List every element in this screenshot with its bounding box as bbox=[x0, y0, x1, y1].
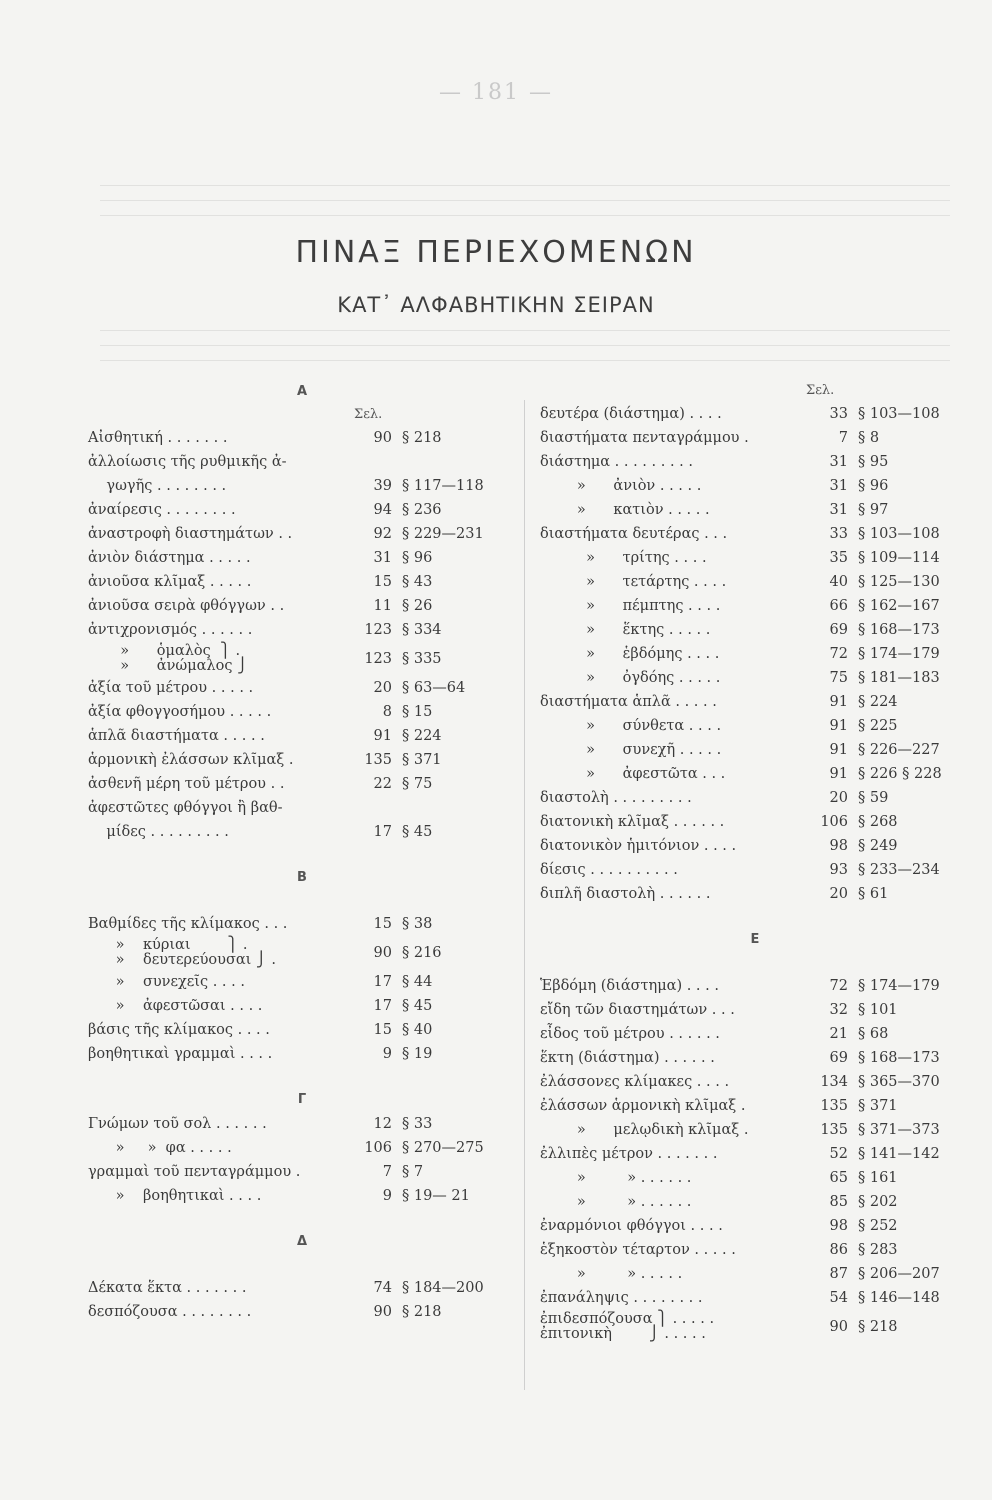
entry-paragraph-ref: § 45 bbox=[402, 824, 433, 840]
entry-label: » » . . . . . . bbox=[540, 1170, 692, 1186]
entry-label: ἕκτη (διάστημα) . . . . . . bbox=[540, 1050, 715, 1066]
entry-paragraph-ref: § 335 bbox=[402, 651, 442, 667]
section-letter: Γ bbox=[297, 1092, 307, 1107]
entry-paragraph-ref: § 109—114 bbox=[858, 550, 940, 566]
entry-label: ἀξία φθογγοσήμου . . . . . bbox=[88, 704, 272, 720]
entry-paragraph-ref: § 233—234 bbox=[858, 862, 940, 878]
index-entry bbox=[540, 666, 970, 690]
column-divider bbox=[524, 400, 525, 1390]
entry-paragraph-ref: § 26 bbox=[402, 598, 433, 614]
entry-label: » » . . . . . bbox=[540, 1266, 683, 1282]
entry-label: ἐλάσσονες κλίμακες . . . . bbox=[540, 1074, 730, 1090]
entry-page-number: 91 bbox=[829, 766, 848, 782]
index-entry bbox=[540, 1214, 970, 1238]
entry-page-number: 40 bbox=[829, 574, 848, 590]
spacer bbox=[88, 890, 516, 912]
index-entry bbox=[88, 1136, 516, 1160]
entry-label: » ἀφεστῶσαι . . . . bbox=[88, 998, 263, 1014]
entry-paragraph-ref: § 44 bbox=[402, 974, 433, 990]
entry-label: Αἰσθητική . . . . . . . bbox=[88, 430, 228, 446]
spacer bbox=[540, 952, 970, 974]
entry-page-number: 35 bbox=[829, 550, 848, 566]
entry-page-number: 93 bbox=[829, 862, 848, 878]
entry-page-number: 9 bbox=[382, 1046, 392, 1062]
entry-label: διαστήματα ἁπλᾶ . . . . . bbox=[540, 694, 717, 710]
entry-label: διατονικὸν ἡμιτόνιον . . . . bbox=[540, 838, 737, 854]
index-entry bbox=[540, 402, 970, 426]
index-entry bbox=[88, 594, 516, 618]
entry-paragraph-ref: § 218 bbox=[402, 1304, 442, 1320]
entry-page-number: 91 bbox=[829, 718, 848, 734]
entry-label: διατονικὴ κλῖμαξ . . . . . . bbox=[540, 814, 725, 830]
index-entry bbox=[540, 1238, 970, 1262]
entry-label: διαστήματα πενταγράμμου . bbox=[540, 430, 749, 446]
entry-page-number: 91 bbox=[373, 728, 392, 744]
entry-page-number: 22 bbox=[373, 776, 392, 792]
entry-label: ἁρμονικὴ ἐλάσσων κλῖμαξ . bbox=[88, 752, 294, 768]
entry-label: ἑξηκοστὸν τέταρτον . . . . . bbox=[540, 1242, 736, 1258]
entry-paragraph-ref: § 334 bbox=[402, 622, 442, 638]
entry-page-number: 98 bbox=[829, 838, 848, 854]
entry-paragraph-ref: § 63—64 bbox=[402, 680, 466, 696]
entry-page-number: 90 bbox=[373, 430, 392, 446]
index-entry bbox=[88, 642, 516, 676]
page-number: — 181 — bbox=[439, 80, 553, 105]
spacer bbox=[88, 844, 516, 866]
entry-label: » ὁμαλὸς ⎫ . bbox=[88, 643, 241, 659]
entry-page-number: 15 bbox=[373, 916, 392, 932]
entry-label: » ὀγδόης . . . . . bbox=[540, 670, 721, 686]
index-entry bbox=[540, 570, 970, 594]
index-entry bbox=[540, 714, 970, 738]
entry-paragraph-ref: § 61 bbox=[858, 886, 889, 902]
entry-paragraph-ref: § 141—142 bbox=[858, 1146, 940, 1162]
index-entry bbox=[540, 1166, 970, 1190]
entry-page-number: 12 bbox=[373, 1116, 392, 1132]
index-column-left bbox=[88, 380, 516, 1324]
entry-paragraph-ref: § 181—183 bbox=[858, 670, 940, 686]
index-entry bbox=[540, 450, 970, 474]
entry-page-number: 85 bbox=[829, 1194, 848, 1210]
entry-page-number: 33 bbox=[829, 526, 848, 542]
entry-label: Δέκατα ἕκτα . . . . . . . bbox=[88, 1280, 247, 1296]
entry-page-number: 135 bbox=[820, 1122, 848, 1138]
entry-label: ἀνιοῦσα κλῖμαξ . . . . . bbox=[88, 574, 252, 590]
index-entry bbox=[88, 912, 516, 936]
index-entry bbox=[540, 786, 970, 810]
entry-paragraph-ref: § 161 bbox=[858, 1170, 898, 1186]
index-entry bbox=[540, 1142, 970, 1166]
entry-label: » » . . . . . . bbox=[540, 1194, 692, 1210]
entry-label: βοηθητικαὶ γραμμαὶ . . . . bbox=[88, 1046, 273, 1062]
entry-label: γωγῆς . . . . . . . . bbox=[88, 478, 227, 494]
index-entry bbox=[540, 546, 970, 570]
entry-page-number: 123 bbox=[364, 651, 392, 667]
index-entry bbox=[540, 426, 970, 450]
index-entry bbox=[540, 1022, 970, 1046]
index-entry bbox=[540, 738, 970, 762]
entry-paragraph-ref: § 218 bbox=[402, 430, 442, 446]
entry-label: ἀσθενῆ μέρη τοῦ μέτρου . . bbox=[88, 776, 285, 792]
index-entry bbox=[540, 882, 970, 906]
entry-label: βάσις τῆς κλίμακος . . . . bbox=[88, 1022, 270, 1038]
entry-paragraph-ref: § 365—370 bbox=[858, 1074, 940, 1090]
entry-paragraph-ref: § 174—179 bbox=[858, 646, 940, 662]
entry-label: ἀξία τοῦ μέτρου . . . . . bbox=[88, 680, 254, 696]
entry-page-number: 7 bbox=[838, 430, 848, 446]
entry-paragraph-ref: § 68 bbox=[858, 1026, 889, 1042]
entry-paragraph-ref: § 206—207 bbox=[858, 1266, 940, 1282]
entry-label-second: » ἀνώμαλος ⎭ bbox=[88, 658, 248, 674]
index-entry bbox=[88, 724, 516, 748]
entry-label: » τετάρτης . . . . bbox=[540, 574, 727, 590]
entry-paragraph-ref: § 96 bbox=[402, 550, 433, 566]
entry-page-number: 92 bbox=[373, 526, 392, 542]
index-entry bbox=[88, 522, 516, 546]
entry-paragraph-ref: § 97 bbox=[858, 502, 889, 518]
entry-label: » ἀφεστῶτα . . . bbox=[540, 766, 726, 782]
entry-paragraph-ref: § 146—148 bbox=[858, 1290, 940, 1306]
entry-paragraph-ref: § 168—173 bbox=[858, 622, 940, 638]
entry-label: ἀνιὸν διάστημα . . . . . bbox=[88, 550, 251, 566]
index-entry bbox=[540, 810, 970, 834]
entry-label: δίεσις . . . . . . . . . . bbox=[540, 862, 678, 878]
entry-page-number: 31 bbox=[829, 502, 848, 518]
index-entry bbox=[540, 1310, 970, 1344]
entry-label: ἀλλοίωσις τῆς ρυθμικῆς ἀ- bbox=[88, 454, 287, 470]
entry-page-number: 31 bbox=[829, 454, 848, 470]
index-entry bbox=[88, 1276, 516, 1300]
index-entry bbox=[540, 474, 970, 498]
entry-page-number: 74 bbox=[373, 1280, 392, 1296]
index-entry bbox=[540, 1046, 970, 1070]
entry-label: δευτέρα (διάστημα) . . . . bbox=[540, 406, 722, 422]
entry-paragraph-ref: § 224 bbox=[858, 694, 898, 710]
index-entry bbox=[88, 1184, 516, 1208]
page-column-header bbox=[88, 404, 516, 426]
entry-paragraph-ref: § 101 bbox=[858, 1002, 898, 1018]
index-entry bbox=[88, 676, 516, 700]
entry-paragraph-ref: § 45 bbox=[402, 998, 433, 1014]
index-entry bbox=[540, 618, 970, 642]
entry-page-number: 15 bbox=[373, 1022, 392, 1038]
entry-label: » μελῳδικὴ κλῖμαξ . bbox=[540, 1122, 749, 1138]
entry-paragraph-ref: § 218 bbox=[858, 1319, 898, 1335]
entry-paragraph-ref: § 38 bbox=[402, 916, 433, 932]
entry-label: » ἀνιὸν . . . . . bbox=[540, 478, 702, 494]
index-entry bbox=[540, 998, 970, 1022]
index-entry bbox=[88, 820, 516, 844]
index-entry bbox=[88, 618, 516, 642]
entry-page-number: 72 bbox=[829, 646, 848, 662]
index-entry bbox=[88, 498, 516, 522]
spacer bbox=[88, 1254, 516, 1276]
index-entry bbox=[88, 1160, 516, 1184]
entry-page-number: 17 bbox=[373, 998, 392, 1014]
spacer bbox=[88, 1208, 516, 1230]
entry-paragraph-ref: § 270—275 bbox=[402, 1140, 484, 1156]
index-entry bbox=[540, 594, 970, 618]
entry-paragraph-ref: § 224 bbox=[402, 728, 442, 744]
page-title: ΠΙΝΑΞ ΠΕΡΙΕΧΟΜΕΝΩΝ bbox=[295, 235, 697, 270]
entry-page-number: 8 bbox=[382, 704, 392, 720]
entry-page-number: 72 bbox=[829, 978, 848, 994]
index-entry bbox=[88, 748, 516, 772]
index-entry bbox=[540, 1286, 970, 1310]
entry-label: γραμμαὶ τοῦ πενταγράμμου . bbox=[88, 1164, 301, 1180]
entry-paragraph-ref: § 236 bbox=[402, 502, 442, 518]
entry-paragraph-ref: § 226—227 bbox=[858, 742, 940, 758]
entry-label: ἀφεστῶτες φθόγγοι ἢ βαθ- bbox=[88, 800, 283, 816]
entry-page-number: 17 bbox=[373, 974, 392, 990]
index-entry bbox=[88, 970, 516, 994]
index-entry bbox=[88, 474, 516, 498]
entry-paragraph-ref: § 7 bbox=[402, 1164, 424, 1180]
entry-page-number: 123 bbox=[364, 622, 392, 638]
entry-label: » κύριαι ⎫ . bbox=[88, 937, 248, 953]
index-entry bbox=[540, 1070, 970, 1094]
entry-page-number: 106 bbox=[820, 814, 848, 830]
entry-page-number: 94 bbox=[373, 502, 392, 518]
index-entry bbox=[88, 570, 516, 594]
entry-page-number: 135 bbox=[364, 752, 392, 768]
entry-page-number: 32 bbox=[829, 1002, 848, 1018]
index-entry bbox=[88, 936, 516, 970]
index-entry bbox=[540, 522, 970, 546]
entry-page-number: 11 bbox=[373, 598, 392, 614]
index-entry bbox=[540, 1262, 970, 1286]
entry-page-number: 9 bbox=[382, 1188, 392, 1204]
entry-page-number: 39 bbox=[373, 478, 392, 494]
entry-label: διαστήματα δευτέρας . . . bbox=[540, 526, 728, 542]
page-column-header bbox=[540, 380, 970, 402]
entry-page-number: 20 bbox=[829, 790, 848, 806]
entry-label: ἀνιοῦσα σειρὰ φθόγγων . . bbox=[88, 598, 285, 614]
entry-label: » κατιὸν . . . . . bbox=[540, 502, 710, 518]
index-entry bbox=[88, 1042, 516, 1066]
index-entry bbox=[540, 690, 970, 714]
entry-paragraph-ref: § 202 bbox=[858, 1194, 898, 1210]
section-letter: Δ bbox=[296, 1234, 308, 1249]
entry-paragraph-ref: § 40 bbox=[402, 1022, 433, 1038]
entry-paragraph-ref: § 252 bbox=[858, 1218, 898, 1234]
entry-page-number: 31 bbox=[373, 550, 392, 566]
entry-label: » τρίτης . . . . bbox=[540, 550, 707, 566]
entry-label: » » φα . . . . . bbox=[88, 1140, 232, 1156]
index-entry bbox=[88, 1018, 516, 1042]
entry-label: εἴδη τῶν διαστημάτων . . . bbox=[540, 1002, 735, 1018]
entry-label: ἐλλιπὲς μέτρον . . . . . . . bbox=[540, 1146, 718, 1162]
entry-label: » συνεχεῖς . . . . bbox=[88, 974, 245, 990]
entry-label: ἐπιδεσπόζουσα ⎫ . . . . . bbox=[540, 1311, 715, 1327]
spacer bbox=[540, 906, 970, 928]
entry-page-number: 90 bbox=[373, 1304, 392, 1320]
entry-label: ἐναρμόνιοι φθόγγοι . . . . bbox=[540, 1218, 723, 1234]
entry-paragraph-ref: § 59 bbox=[858, 790, 889, 806]
entry-page-number: 69 bbox=[829, 1050, 848, 1066]
index-entry bbox=[88, 450, 516, 474]
entry-paragraph-ref: § 174—179 bbox=[858, 978, 940, 994]
entry-page-number: 54 bbox=[829, 1290, 848, 1306]
entry-page-number: 31 bbox=[829, 478, 848, 494]
index-entry bbox=[540, 1094, 970, 1118]
entry-label: Γνώμων τοῦ σολ . . . . . . bbox=[88, 1116, 267, 1132]
entry-paragraph-ref: § 19 bbox=[402, 1046, 433, 1062]
index-entry bbox=[88, 546, 516, 570]
entry-paragraph-ref: § 162—167 bbox=[858, 598, 940, 614]
entry-label: » ἑβδόμης . . . . bbox=[540, 646, 720, 662]
spacer bbox=[88, 1066, 516, 1088]
index-entry bbox=[540, 762, 970, 786]
entry-paragraph-ref: § 371 bbox=[402, 752, 442, 768]
index-entry bbox=[540, 1118, 970, 1142]
entry-label: Ἑβδόμη (διάστημα) . . . . bbox=[540, 978, 719, 994]
entry-paragraph-ref: § 117—118 bbox=[402, 478, 484, 494]
entry-paragraph-ref: § 96 bbox=[858, 478, 889, 494]
entry-page-number: 134 bbox=[820, 1074, 848, 1090]
entry-label: » βοηθητικαὶ . . . . bbox=[88, 1188, 262, 1204]
entry-paragraph-ref: § 95 bbox=[858, 454, 889, 470]
entry-paragraph-ref: § 225 bbox=[858, 718, 898, 734]
entry-label: ἐπανάληψις . . . . . . . . bbox=[540, 1290, 703, 1306]
entry-paragraph-ref: § 184—200 bbox=[402, 1280, 484, 1296]
entry-page-number: 66 bbox=[829, 598, 848, 614]
entry-page-number: 75 bbox=[829, 670, 848, 686]
entry-label: » ἕκτης . . . . . bbox=[540, 622, 711, 638]
entry-label: ἁπλᾶ διαστήματα . . . . . bbox=[88, 728, 265, 744]
entry-page-number: 91 bbox=[829, 742, 848, 758]
entry-page-number: 98 bbox=[829, 1218, 848, 1234]
entry-label: διαστολὴ . . . . . . . . . bbox=[540, 790, 692, 806]
entry-label: Βαθμίδες τῆς κλίμακος . . . bbox=[88, 916, 288, 932]
entry-label: » σύνθετα . . . . bbox=[540, 718, 722, 734]
entry-paragraph-ref: § 19— 21 bbox=[402, 1188, 470, 1204]
entry-label: διάστημα . . . . . . . . . bbox=[540, 454, 693, 470]
entry-page-number: 15 bbox=[373, 574, 392, 590]
entry-page-number: 106 bbox=[364, 1140, 392, 1156]
entry-paragraph-ref: § 8 bbox=[858, 430, 880, 446]
entry-page-number: 20 bbox=[373, 680, 392, 696]
entry-paragraph-ref: § 283 bbox=[858, 1242, 898, 1258]
section-letter: Β bbox=[297, 870, 307, 885]
entry-page-number: 69 bbox=[829, 622, 848, 638]
index-entry bbox=[540, 858, 970, 882]
entry-label: μίδες . . . . . . . . . bbox=[88, 824, 229, 840]
entry-label: ἐλάσσων ἁρμονικὴ κλῖμαξ . bbox=[540, 1098, 746, 1114]
entry-label: διπλῆ διαστολὴ . . . . . . bbox=[540, 886, 711, 902]
entry-label: ἀναστροφὴ διαστημάτων . . bbox=[88, 526, 293, 542]
entry-paragraph-ref: § 371 bbox=[858, 1098, 898, 1114]
entry-paragraph-ref: § 371—373 bbox=[858, 1122, 940, 1138]
entry-paragraph-ref: § 15 bbox=[402, 704, 433, 720]
entry-label: » πέμπτης . . . . bbox=[540, 598, 721, 614]
index-entry bbox=[540, 1190, 970, 1214]
entry-label: εἶδος τοῦ μέτρου . . . . . . bbox=[540, 1026, 720, 1042]
index-entry bbox=[540, 974, 970, 998]
entry-page-number: 52 bbox=[829, 1146, 848, 1162]
entry-page-number: 90 bbox=[829, 1319, 848, 1335]
index-entry bbox=[88, 1300, 516, 1324]
entry-paragraph-ref: § 103—108 bbox=[858, 526, 940, 542]
entry-page-number: 21 bbox=[829, 1026, 848, 1042]
index-entry bbox=[88, 796, 516, 820]
index-entry bbox=[88, 426, 516, 450]
entry-label-second: » δευτερεύουσαι ⎭ . bbox=[88, 952, 277, 968]
entry-paragraph-ref: § 33 bbox=[402, 1116, 433, 1132]
entry-label: ἀναίρεσις . . . . . . . . bbox=[88, 502, 236, 518]
index-entry bbox=[540, 498, 970, 522]
entry-paragraph-ref: § 43 bbox=[402, 574, 433, 590]
section-letter: Α bbox=[296, 384, 308, 399]
entry-page-number: 91 bbox=[829, 694, 848, 710]
entry-label: » συνεχῆ . . . . . bbox=[540, 742, 722, 758]
entry-paragraph-ref: § 216 bbox=[402, 945, 442, 961]
entry-paragraph-ref: § 268 bbox=[858, 814, 898, 830]
entry-page-number: 65 bbox=[829, 1170, 848, 1186]
entry-page-number: 90 bbox=[373, 945, 392, 961]
page-column-label: Σελ. bbox=[806, 383, 835, 398]
entry-paragraph-ref: § 75 bbox=[402, 776, 433, 792]
page-subtitle: ΚΑΤ᾿ ΑΛΦΑΒΗΤΙΚΗΝ ΣΕΙΡΑΝ bbox=[337, 293, 655, 317]
entry-page-number: 86 bbox=[829, 1242, 848, 1258]
index-entry bbox=[540, 642, 970, 666]
entry-paragraph-ref: § 226 § 228 bbox=[858, 766, 942, 782]
section-letter: Ε bbox=[750, 932, 760, 947]
entry-paragraph-ref: § 103—108 bbox=[858, 406, 940, 422]
entry-page-number: 33 bbox=[829, 406, 848, 422]
index-entry bbox=[540, 834, 970, 858]
entry-paragraph-ref: § 249 bbox=[858, 838, 898, 854]
index-entry bbox=[88, 772, 516, 796]
page-column-label: Σελ. bbox=[354, 407, 383, 422]
entry-paragraph-ref: § 229—231 bbox=[402, 526, 484, 542]
entry-page-number: 135 bbox=[820, 1098, 848, 1114]
entry-page-number: 17 bbox=[373, 824, 392, 840]
entry-label: δεσπόζουσα . . . . . . . . bbox=[88, 1304, 252, 1320]
entry-page-number: 7 bbox=[382, 1164, 392, 1180]
entry-page-number: 87 bbox=[829, 1266, 848, 1282]
index-entry bbox=[88, 1112, 516, 1136]
index-entry bbox=[88, 700, 516, 724]
index-column-right bbox=[540, 380, 970, 1344]
entry-paragraph-ref: § 125—130 bbox=[858, 574, 940, 590]
index-entry bbox=[88, 994, 516, 1018]
entry-paragraph-ref: § 168—173 bbox=[858, 1050, 940, 1066]
entry-label-second: ἐπιτονικὴ ⎭ . . . . . bbox=[540, 1326, 706, 1342]
entry-label: ἀντιχρονισμός . . . . . . bbox=[88, 622, 253, 638]
entry-page-number: 20 bbox=[829, 886, 848, 902]
